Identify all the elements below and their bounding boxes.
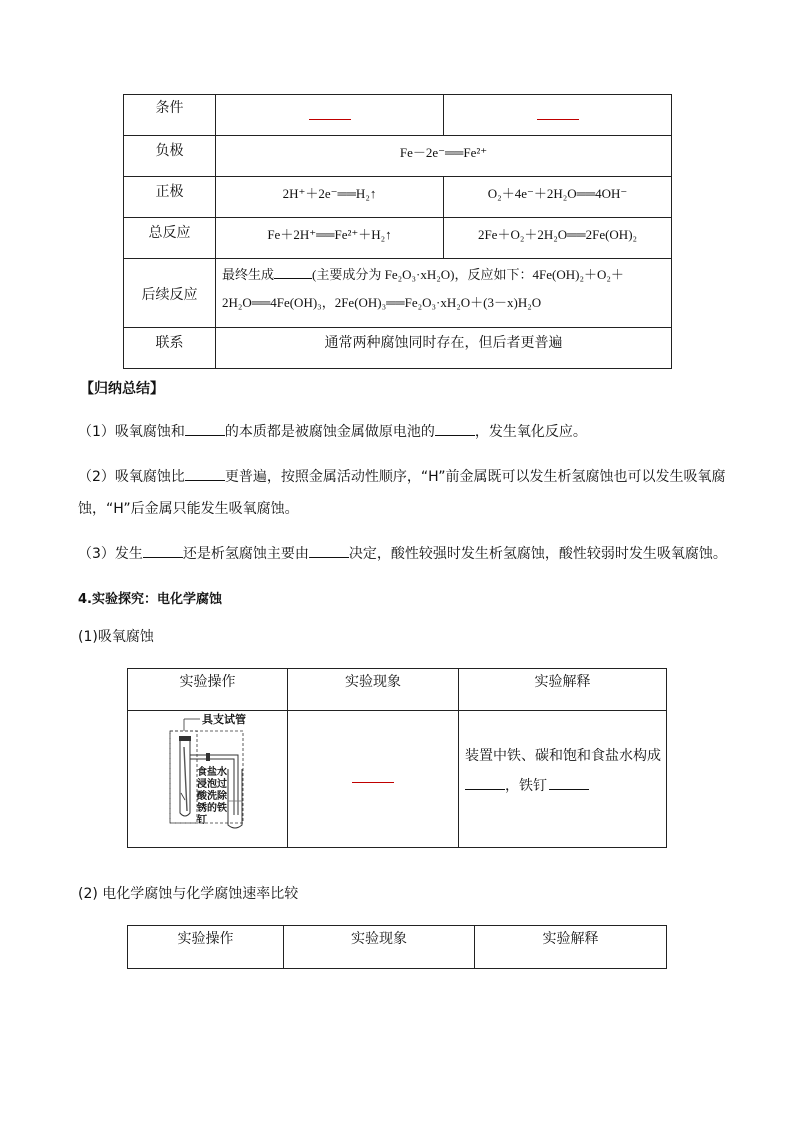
rate-header-row	[128, 926, 667, 969]
answer-blank	[309, 119, 351, 120]
apparatus-cell	[128, 711, 288, 848]
nail-label-line: 食盐水	[197, 767, 227, 778]
p1-c: ，发生氧化反应。	[474, 424, 587, 440]
total-hydrogen: Fe＋2H⁺══Fe²⁺＋H₂↑	[216, 218, 444, 259]
positive-hydrogen: 2H⁺＋2e⁻══H₂↑	[216, 177, 444, 218]
negative-label: 负极	[124, 136, 216, 177]
tube-label: 具支试管	[202, 713, 246, 726]
total-oxygen: 2Fe＋O₂＋2H₂O══2Fe(OH)₂	[444, 218, 672, 259]
header-explanation: 实验解释	[459, 669, 667, 711]
row-followup	[124, 259, 672, 328]
p3-c: 决定，酸性较强时发生析氢腐蚀，酸性较弱时发生吸氧腐蚀。	[348, 546, 727, 562]
answer-blank	[274, 277, 312, 279]
experiment-table	[127, 668, 667, 848]
row-total	[124, 218, 672, 259]
p3-a: （3）发生	[78, 546, 143, 562]
nail-label-line: 钉	[197, 815, 207, 826]
relation-label: 联系	[124, 328, 216, 369]
p3-b: 还是析氢腐蚀主要由	[182, 546, 309, 562]
experiment-row	[128, 711, 667, 848]
followup-text	[216, 259, 672, 328]
condition-hydrogen-blank	[216, 95, 444, 136]
followup-label: 后续反应	[124, 259, 216, 328]
summary-point-3	[78, 538, 738, 570]
corrosion-table	[123, 94, 672, 369]
row-relation	[124, 328, 672, 369]
negative-equation: Fe－2e⁻══Fe²⁺	[216, 136, 672, 177]
experiment-header-row	[128, 669, 667, 711]
section4-title: 4.实验探究：电化学腐蚀	[78, 592, 222, 607]
positive-oxygen: O₂＋4e⁻＋2H₂O══4OH⁻	[444, 177, 672, 218]
summary-heading: 【归纳总结】	[80, 381, 164, 397]
row-positive	[124, 177, 672, 218]
p1-b: 的本质都是被腐蚀金属做原电池的	[224, 424, 435, 440]
explanation-cell	[459, 711, 667, 848]
answer-blank	[435, 434, 475, 436]
followup-line2: 2H₂O══4Fe(OH)₃，2Fe(OH)₃══Fe₂O₃·xH₂O＋(3－x)H₂O	[222, 295, 542, 310]
phenomenon-cell	[288, 711, 459, 848]
rate-header-explanation: 实验解释	[475, 926, 667, 969]
answer-blank	[185, 434, 225, 436]
answer-blank	[352, 782, 394, 783]
p2-b: 更普遍，按照金属活动性顺序，“H”前金属既可以发生析氢腐蚀也可以发生吸氧腐	[224, 469, 726, 485]
answer-blank	[143, 556, 183, 558]
p2-a: （2）吸氧腐蚀比	[78, 469, 185, 485]
section4-sub2: (2) 电化学腐蚀与化学腐蚀速率比较	[78, 886, 299, 902]
relation-text: 通常两种腐蚀同时存在，但后者更普遍	[216, 328, 672, 369]
summary-point-1	[78, 416, 738, 448]
nail-label-line: 锈的铁	[197, 803, 227, 814]
header-phenomenon: 实验现象	[288, 669, 459, 711]
rate-table	[127, 925, 667, 969]
total-label: 总反应	[124, 218, 216, 259]
explanation-line2: ，铁钉	[505, 778, 547, 794]
rate-header-operation: 实验操作	[128, 926, 284, 969]
summary-point-2	[78, 461, 738, 525]
answer-blank	[309, 556, 349, 558]
answer-blank	[185, 479, 225, 481]
answer-blank	[465, 788, 505, 790]
header-operation: 实验操作	[128, 669, 288, 711]
nail-label-line: 酸洗除	[197, 791, 227, 802]
condition-oxygen-blank	[444, 95, 672, 136]
section4-sub1: (1)吸氧腐蚀	[78, 629, 154, 645]
answer-blank	[549, 788, 589, 790]
nail-label	[197, 767, 229, 827]
p2-c: 蚀，“H”后金属只能发生吸氧腐蚀。	[78, 501, 299, 517]
positive-label: 正极	[124, 177, 216, 218]
p1-a: （1）吸氧腐蚀和	[78, 424, 185, 440]
row-negative	[124, 136, 672, 177]
answer-blank	[537, 119, 579, 120]
followup-line1: (主要成分为 Fe₂O₃·xH₂O)，反应如下：4Fe(OH)₂＋O₂＋	[312, 267, 624, 282]
rate-header-phenomenon: 实验现象	[284, 926, 475, 969]
condition-label: 条件	[124, 95, 216, 136]
explanation-line1: 装置中铁、碳和饱和食盐水构成	[465, 748, 661, 764]
row-condition	[124, 95, 672, 136]
followup-prefix: 最终生成	[222, 268, 275, 283]
nail-label-line: 浸泡过	[197, 779, 227, 790]
